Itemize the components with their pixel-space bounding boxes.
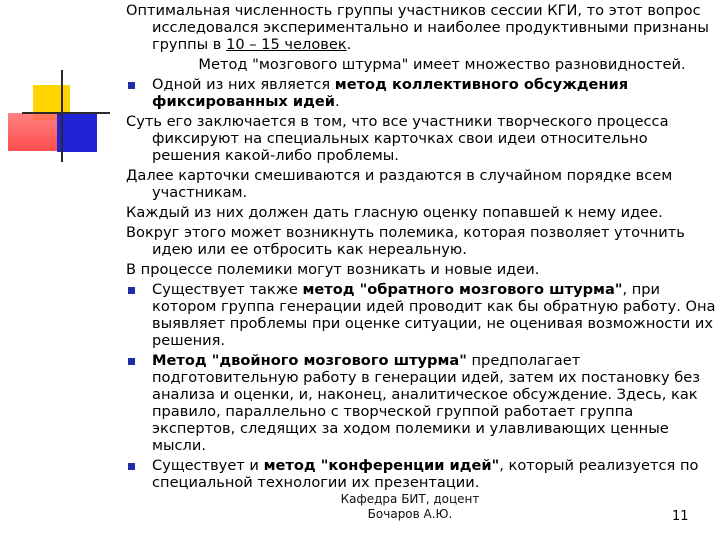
paragraph-new-ideas: В процессе полемики могут возникать и новые идеи. [126, 261, 540, 278]
paragraph-group-size: Оптимальная численность группы участников сессии КГИ, то этот вопрос исследовался экспериментально и наиболее продуктивными признаны группы в 10 – 15 человек. [126, 2, 709, 53]
slide-footer [320, 492, 500, 522]
square-bullet-icon [128, 358, 135, 365]
blue-square [57, 112, 97, 152]
paragraph-cards: Далее карточки смешиваются и раздаются в случайном порядке всем участникам. [126, 167, 673, 201]
bullet-ideas-conference: Существует и метод "конференции идей", который реализуется по специальной технологии их презентации. [126, 457, 718, 491]
paragraph-brainstorm-variants: Метод "мозгового штурма" имеет множество разновидностей. [198, 56, 686, 73]
bullet-double-brainstorm: Метод "двойного мозгового штурма" предполагает подготовительную работу в генерации идей, затем их постановку без анализа и оценки, и, наконец, аналитическое обсуждение. Здесь, как правило, параллельно с творческой группой работает группа экспертов, следящих за ходом полемики и улавливающих ценные мысли. [126, 352, 718, 454]
bullet-reverse-brainstorm: Существует также метод "обратного мозгового штурма", при котором группа генерации идей проводит как бы обратную работу. Она выявляет проблемы при оценке ситуации, не оценивая возможности их решения. [126, 281, 718, 349]
footer-department: Кафедра БИТ, доцент [340, 492, 480, 506]
underlined-group-size: 10 – 15 человек [226, 36, 347, 53]
paragraph-evaluation: Каждый из них должен дать гласную оценку попавшей к нему идее. [126, 204, 663, 221]
square-bullet-icon [128, 82, 135, 89]
horizontal-line [22, 112, 110, 114]
decorative-squares-logo [0, 0, 120, 170]
slide-body [126, 2, 718, 494]
page-number: 11 [672, 509, 689, 524]
vertical-line [61, 70, 63, 162]
square-bullet-icon [128, 287, 135, 294]
paragraph-polemic: Вокруг этого может возникнуть полемика, которая позволяет уточнить идею или ее отбросить как нереальную. [126, 224, 685, 258]
footer-author: Бочаров А.Ю. [367, 507, 453, 521]
paragraph-essence: Суть его заключается в том, что все участники творческого процесса фиксируют на специальных карточках свои идеи относительно решения какой-либо проблемы. [126, 113, 669, 164]
red-square [8, 113, 58, 151]
bullet-fixed-ideas: Одной из них является метод коллективного обсуждения фиксированных идей. [126, 76, 718, 110]
square-bullet-icon [128, 463, 135, 470]
